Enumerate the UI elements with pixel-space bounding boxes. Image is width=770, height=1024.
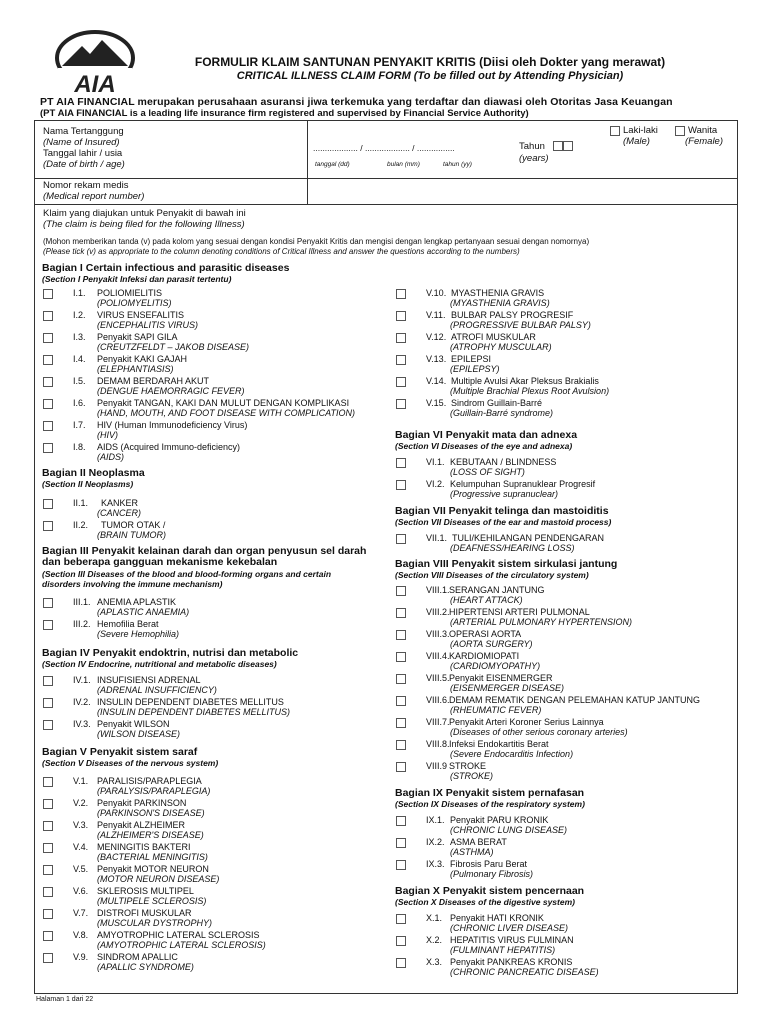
section-heading: Bagian IX Penyakit sistem pernafasan bbox=[395, 787, 585, 799]
item-name-en: (Guillain-Barré syndrome) bbox=[450, 408, 554, 418]
age-box-2[interactable] bbox=[563, 141, 573, 151]
item-name: TULI/KEHILANGAN PENDENGARAN bbox=[452, 533, 605, 543]
section-subheading: (Section VIII Diseases of the circulatory system) bbox=[395, 570, 589, 580]
section-heading: Bagian IV Penyakit endoktrin, nutrisi dan metabolic bbox=[42, 647, 299, 659]
mm-label: bulan (mm) bbox=[387, 161, 420, 168]
male-label: Laki-laki bbox=[623, 125, 658, 136]
item-name: DISTROFI MUSKULAR bbox=[97, 908, 192, 918]
item-name: STROKE bbox=[449, 761, 487, 771]
item-name: Penyakit PARKINSON bbox=[97, 798, 187, 808]
section-heading: Bagian VII Penyakit telinga dan mastoiditis bbox=[395, 505, 609, 517]
divider bbox=[307, 178, 308, 204]
item-name-en: (MOTOR NEURON DISEASE) bbox=[97, 874, 220, 884]
item-checkbox[interactable] bbox=[43, 598, 53, 608]
item-code: V.5. bbox=[73, 864, 89, 874]
section-subheading: (Section II Neoplasms) bbox=[42, 479, 134, 489]
item-name-en: (INSULIN DEPENDENT DIABETES MELLITUS) bbox=[97, 707, 291, 717]
item-code: VIII.3. bbox=[426, 629, 450, 639]
item-name: AMYOTROPHIC LATERAL SCLEROSIS bbox=[97, 930, 260, 940]
item-code: V.15. bbox=[426, 398, 447, 408]
item-name-en: (MYASTHENIA GRAVIS) bbox=[450, 298, 550, 308]
item-code: VI.1. bbox=[426, 457, 445, 467]
item-name-en: (PARKINSON'S DISEASE) bbox=[97, 808, 205, 818]
item-name: ASMA BERAT bbox=[450, 837, 507, 847]
item-name-en: (Pulmonary Fibrosis) bbox=[450, 869, 534, 879]
item-checkbox[interactable] bbox=[43, 865, 53, 875]
section-heading: Bagian V Penyakit sistem saraf bbox=[42, 746, 198, 758]
item-code: I.3. bbox=[73, 332, 86, 342]
item-name: TUMOR OTAK / bbox=[101, 520, 166, 530]
item-name: HIV (Human Immunodeficiency Virus) bbox=[97, 420, 248, 430]
item-name-en: (ADRENAL INSUFFICIENCY) bbox=[97, 685, 217, 695]
item-code: X.2. bbox=[426, 935, 443, 945]
item-name-en: (HAND, MOUTH, AND FOOT DISEASE WITH COMPLICATION) bbox=[97, 408, 356, 418]
section-subheading: (Section V Diseases of the nervous system) bbox=[42, 758, 219, 768]
item-name-en: (AORTA SURGERY) bbox=[450, 639, 533, 649]
item-name-en: (ALZHEIMER'S DISEASE) bbox=[97, 830, 204, 840]
item-checkbox[interactable] bbox=[396, 333, 406, 343]
item-checkbox[interactable] bbox=[43, 799, 53, 809]
age-label: Tahun bbox=[519, 141, 545, 152]
item-code: V.9. bbox=[73, 952, 89, 962]
item-code: VIII.8. bbox=[426, 739, 450, 749]
item-name: EPILEPSI bbox=[451, 354, 492, 364]
item-name-en: (PARALYSIS/PARAPLEGIA) bbox=[97, 786, 211, 796]
item-code: V.6. bbox=[73, 886, 89, 896]
item-checkbox[interactable] bbox=[43, 499, 53, 509]
item-name-en: (CREUTZFELDT – JAKOB DISEASE) bbox=[97, 342, 250, 352]
item-checkbox[interactable] bbox=[396, 914, 406, 924]
item-name-en: (ENCEPHALITIS VIRUS) bbox=[97, 320, 199, 330]
form-title: FORMULIR KLAIM SANTUNAN PENYAKIT KRITIS (Diisi oleh Dokter yang merawat) bbox=[194, 55, 666, 69]
item-checkbox[interactable] bbox=[43, 311, 53, 321]
item-checkbox[interactable] bbox=[43, 953, 53, 963]
item-code: VIII.1. bbox=[426, 585, 450, 595]
company-statement: PT AIA FINANCIAL merupakan perusahaan asuransi jiwa terkemuka yang terdaftar dan diawasi oleh Otoritas Jasa Keuangan bbox=[40, 96, 673, 108]
item-code: VIII.6. bbox=[426, 695, 450, 705]
age-box-1[interactable] bbox=[553, 141, 563, 151]
item-name: SERANGAN JANTUNG bbox=[449, 585, 545, 595]
item-code: I.1. bbox=[73, 288, 86, 298]
item-name-en: (HEART ATTACK) bbox=[450, 595, 523, 605]
item-name: Hemofilia Berat bbox=[97, 619, 159, 629]
item-name: PARALISIS/PARAPLEGIA bbox=[97, 776, 202, 786]
item-checkbox[interactable] bbox=[396, 480, 406, 490]
item-code: II.1. bbox=[73, 498, 89, 508]
item-name: ATROFI MUSKULAR bbox=[451, 332, 536, 342]
item-name: Multiple Avulsi Akar Pleksus Brakialis bbox=[451, 376, 599, 386]
item-name-en: (BACTERIAL MENINGITIS) bbox=[97, 852, 208, 862]
section-subheading: (Section IV Endocrine, nutritional and metabolic diseases) bbox=[42, 659, 277, 669]
item-name: Penyakit EISENMERGER bbox=[449, 673, 553, 683]
item-name: KARDIOMIOPATI bbox=[449, 651, 520, 661]
divider bbox=[35, 178, 737, 179]
item-name-en: (POLIOMYELITIS) bbox=[97, 298, 172, 308]
item-checkbox[interactable] bbox=[396, 630, 406, 640]
item-name: Penyakit PARU KRONIK bbox=[450, 815, 549, 825]
dob-field[interactable]: ................... / ................... / ................ bbox=[313, 143, 455, 153]
item-name: MENINGITIS BAKTERI bbox=[97, 842, 191, 852]
item-name: Penyakit HATI KRONIK bbox=[450, 913, 544, 923]
item-code: IX.2. bbox=[426, 837, 445, 847]
name-label: Nama Tertanggung bbox=[43, 126, 124, 137]
logo-text: AIA bbox=[74, 71, 116, 98]
item-name-en: (CARDIOMYOPATHY) bbox=[450, 661, 541, 671]
instruction-en: (Please tick (v) as appropriate to the column denoting conditions of Critical Illness and answer the questions according to the numbers) bbox=[43, 247, 520, 256]
item-checkbox[interactable] bbox=[396, 311, 406, 321]
item-code: V.12. bbox=[426, 332, 447, 342]
item-checkbox[interactable] bbox=[396, 740, 406, 750]
item-name-en: (DEAFNESS/HEARING LOSS) bbox=[450, 543, 575, 553]
item-checkbox[interactable] bbox=[396, 586, 406, 596]
item-checkbox[interactable] bbox=[396, 399, 406, 409]
item-code: V.11. bbox=[426, 310, 446, 320]
section-subheading: (Section III Diseases of the blood and blood-forming organs and certain bbox=[42, 569, 332, 579]
section-heading: Bagian II Neoplasma bbox=[42, 467, 145, 479]
item-checkbox[interactable] bbox=[43, 355, 53, 365]
item-code: VIII.5. bbox=[426, 673, 450, 683]
item-name-en: (CHRONIC LIVER DISEASE) bbox=[450, 923, 569, 933]
item-name: SKLEROSIS MULTIPEL bbox=[97, 886, 194, 896]
item-name-en: (Severe Hemophilia) bbox=[97, 629, 180, 639]
item-name: SINDROM APALLIC bbox=[97, 952, 178, 962]
item-name: ANEMIA APLASTIK bbox=[97, 597, 177, 607]
item-checkbox[interactable] bbox=[396, 458, 406, 468]
item-name-en: (LOSS OF SIGHT) bbox=[450, 467, 525, 477]
item-name: Penyakit KAKI GAJAH bbox=[97, 354, 188, 364]
item-checkbox[interactable] bbox=[43, 676, 53, 686]
item-checkbox[interactable] bbox=[43, 421, 53, 431]
item-checkbox[interactable] bbox=[43, 521, 53, 531]
item-name-en: (Multiple Brachial Plexus Root Avulsion) bbox=[450, 386, 610, 396]
item-name-en: (RHEUMATIC FEVER) bbox=[450, 705, 542, 715]
item-name-en: (MUSCULAR DYSTROPHY) bbox=[97, 918, 213, 928]
item-name-en: (Severe Endocarditis Infection) bbox=[450, 749, 574, 759]
item-code: V.8. bbox=[73, 930, 89, 940]
item-name: BULBAR PALSY PROGRESIF bbox=[451, 310, 574, 320]
item-name: INSUFISIENSI ADRENAL bbox=[97, 675, 201, 685]
item-code: IV.3. bbox=[73, 719, 91, 729]
section-heading-2: dan beberapa gangguan mekanisme kekebalan bbox=[42, 556, 278, 568]
item-name: Penyakit Arteri Koroner Serius Lainnya bbox=[449, 717, 604, 727]
age-label-en: (years) bbox=[519, 153, 549, 164]
instruction: (Mohon memberikan tanda (v) pada kolom yang sesuai dengan kondisi Penyakit Kritis dan mengisi dengan lengkap pertanyaan sesuai dengan nomornya) bbox=[43, 237, 590, 246]
item-name-en: (CANCER) bbox=[97, 508, 141, 518]
item-checkbox[interactable] bbox=[43, 909, 53, 919]
section-heading: Bagian VI Penyakit mata dan adnexa bbox=[395, 429, 578, 441]
yy-label: tahun (yy) bbox=[443, 161, 472, 168]
item-code: III.2. bbox=[73, 619, 91, 629]
item-checkbox[interactable] bbox=[396, 936, 406, 946]
item-code: I.5. bbox=[73, 376, 86, 386]
item-name: Penyakit PANKREAS KRONIS bbox=[450, 957, 573, 967]
item-name: KANKER bbox=[101, 498, 139, 508]
form-title-en: CRITICAL ILLNESS CLAIM FORM (To be filled out by Attending Physician) bbox=[236, 70, 624, 82]
item-name-en: (PROGRESSIVE BULBAR PALSY) bbox=[450, 320, 591, 330]
item-name-en: (AIDS) bbox=[97, 452, 124, 462]
item-code: I.2. bbox=[73, 310, 86, 320]
mrn-label: Nomor rekam medis bbox=[43, 180, 129, 191]
item-name-en: (Progressive supranuclear) bbox=[450, 489, 559, 499]
dob-label: Tanggal lahir / usia bbox=[43, 148, 123, 159]
company-statement-en: (PT AIA FINANCIAL is a leading life insurance firm registered and supervised by Financial Service Authority) bbox=[40, 108, 529, 119]
item-name: Penyakit SAPI GILA bbox=[97, 332, 178, 342]
section-heading: Bagian X Penyakit sistem pencernaan bbox=[395, 885, 585, 897]
item-code: IX.3. bbox=[426, 859, 445, 869]
item-name-en: (ATROPHY MUSCULAR) bbox=[450, 342, 552, 352]
item-checkbox[interactable] bbox=[43, 620, 53, 630]
item-name-en: (HIV) bbox=[97, 430, 118, 440]
page-number: Halaman 1 dari 22 bbox=[36, 996, 94, 1003]
item-checkbox[interactable] bbox=[43, 777, 53, 787]
item-code: V.1. bbox=[73, 776, 89, 786]
item-name-en: (STROKE) bbox=[450, 771, 494, 781]
item-code: X.3. bbox=[426, 957, 443, 967]
section-subheading: (Section VII Diseases of the ear and mastoid process) bbox=[395, 517, 612, 527]
item-code: X.1. bbox=[426, 913, 443, 923]
item-name-en: (CHRONIC LUNG DISEASE) bbox=[450, 825, 568, 835]
item-checkbox[interactable] bbox=[43, 698, 53, 708]
item-name-en: (Diseases of other serious coronary arteries) bbox=[450, 727, 628, 737]
item-checkbox[interactable] bbox=[43, 931, 53, 941]
dd-label: tanggal (dd) bbox=[315, 161, 350, 168]
item-code: VII.1. bbox=[426, 533, 448, 543]
item-name: Fibrosis Paru Berat bbox=[450, 859, 528, 869]
item-code: VIII.7. bbox=[426, 717, 450, 727]
item-code: II.2. bbox=[73, 520, 89, 530]
section-subheading-2: disorders involving the immune mechanism) bbox=[42, 579, 223, 589]
item-checkbox[interactable] bbox=[396, 608, 406, 618]
item-name-en: (ARTERIAL PULMONARY HYPERTENSION) bbox=[450, 617, 633, 627]
item-name-en: (MULTIPELE SCLEROSIS) bbox=[97, 896, 207, 906]
item-name-en: (BRAIN TUMOR) bbox=[97, 530, 166, 540]
item-name-en: (ASTHMA) bbox=[450, 847, 494, 857]
item-name: DEMAM BERDARAH AKUT bbox=[97, 376, 210, 386]
female-label-en: (Female) bbox=[685, 136, 724, 147]
item-checkbox[interactable] bbox=[396, 718, 406, 728]
item-code: V.13. bbox=[426, 354, 447, 364]
item-name: DEMAM REMATIK DENGAN PELEMAHAN KATUP JANTUNG bbox=[449, 695, 701, 705]
dob-label-en: (Date of birth / age) bbox=[43, 159, 125, 170]
item-name-en: (DENGUE HAEMORRAGIC FEVER) bbox=[97, 386, 245, 396]
item-code: VIII.4. bbox=[426, 651, 450, 661]
item-name-en: (EISENMERGER DISEASE) bbox=[450, 683, 565, 693]
item-name: INSULIN DEPENDENT DIABETES MELLITUS bbox=[97, 697, 284, 707]
item-checkbox[interactable] bbox=[43, 821, 53, 831]
item-name: Infeksi Endokartitis Berat bbox=[449, 739, 549, 749]
item-code: IX.1. bbox=[426, 815, 445, 825]
male-checkbox[interactable] bbox=[610, 126, 620, 136]
item-checkbox[interactable] bbox=[396, 958, 406, 968]
section-heading: Bagian VIII Penyakit sistem sirkulasi jantung bbox=[395, 558, 618, 570]
item-code: III.1. bbox=[73, 597, 91, 607]
item-checkbox[interactable] bbox=[43, 399, 53, 409]
item-code: IV.2. bbox=[73, 697, 91, 707]
item-checkbox[interactable] bbox=[396, 355, 406, 365]
male-label-en: (Male) bbox=[623, 136, 650, 147]
item-code: V.14. bbox=[426, 376, 447, 386]
item-name: Penyakit TANGAN, KAKI DAN MULUT DENGAN KOMPLIKASI bbox=[97, 398, 350, 408]
item-name-en: (WILSON DISEASE) bbox=[97, 729, 181, 739]
item-checkbox[interactable] bbox=[396, 696, 406, 706]
item-checkbox[interactable] bbox=[43, 843, 53, 853]
claim-for-en: (The claim is being filed for the following Illness) bbox=[43, 219, 245, 230]
item-code: V.3. bbox=[73, 820, 89, 830]
section-subheading: (Section IX Diseases of the respiratory system) bbox=[395, 799, 585, 809]
item-name: AIDS (Acquired Immuno-deficiency) bbox=[97, 442, 241, 452]
item-name-en: (APALLIC SYNDROME) bbox=[97, 962, 194, 972]
item-code: VIII.9 bbox=[426, 761, 448, 771]
item-checkbox[interactable] bbox=[396, 534, 406, 544]
item-name-en: (FULMINANT HEPATITIS) bbox=[450, 945, 556, 955]
section-subheading: (Section X Diseases of the digestive system) bbox=[395, 897, 575, 907]
item-name: Kelumpuhan Supranuklear Progresif bbox=[450, 479, 596, 489]
item-checkbox[interactable] bbox=[396, 674, 406, 684]
item-name: HIPERTENSI ARTERI PULMONAL bbox=[449, 607, 590, 617]
item-checkbox[interactable] bbox=[43, 289, 53, 299]
name-label-en: (Name of Insured) bbox=[43, 137, 120, 148]
item-checkbox[interactable] bbox=[43, 887, 53, 897]
item-name: KEBUTAAN / BLINDNESS bbox=[450, 457, 557, 467]
item-name-en: (EPILEPSY) bbox=[450, 364, 500, 374]
female-label: Wanita bbox=[688, 125, 718, 136]
item-code: I.8. bbox=[73, 442, 86, 452]
item-code: VI.2. bbox=[426, 479, 445, 489]
item-checkbox[interactable] bbox=[396, 652, 406, 662]
item-name: Penyakit WILSON bbox=[97, 719, 170, 729]
aia-logo bbox=[52, 28, 138, 98]
item-name: VIRUS ENSEFALITIS bbox=[97, 310, 185, 320]
item-name-en: (ELEPHANTIASIS) bbox=[97, 364, 174, 374]
item-name: Sindrom Guillain-Barré bbox=[451, 398, 543, 408]
divider bbox=[35, 204, 737, 205]
item-checkbox[interactable] bbox=[43, 377, 53, 387]
mrn-field[interactable] bbox=[310, 181, 730, 201]
item-checkbox[interactable] bbox=[396, 838, 406, 848]
item-code: V.4. bbox=[73, 842, 89, 852]
item-name-en: (AMYOTROPHIC LATERAL SCLEROSIS) bbox=[97, 940, 266, 950]
item-code: V.10. bbox=[426, 288, 447, 298]
item-name: OPERASI AORTA bbox=[449, 629, 522, 639]
item-name-en: (CHRONIC PANCREATIC DISEASE) bbox=[450, 967, 599, 977]
item-checkbox[interactable] bbox=[396, 377, 406, 387]
item-name: Penyakit MOTOR NEURON bbox=[97, 864, 209, 874]
item-checkbox[interactable] bbox=[396, 762, 406, 772]
item-name: Penyakit ALZHEIMER bbox=[97, 820, 186, 830]
section-heading: Bagian III Penyakit kelainan darah dan organ penyusun sel darah bbox=[42, 545, 367, 557]
item-checkbox[interactable] bbox=[43, 443, 53, 453]
item-name: MYASTHENIA GRAVIS bbox=[451, 288, 545, 298]
item-code: I.7. bbox=[73, 420, 86, 430]
item-name: POLIOMIELITIS bbox=[97, 288, 163, 298]
item-code: I.4. bbox=[73, 354, 86, 364]
item-code: V.7. bbox=[73, 908, 89, 918]
claim-for: Klaim yang diajukan untuk Penyakit di bawah ini bbox=[43, 208, 246, 219]
item-name-en: (APLASTIC ANAEMIA) bbox=[97, 607, 190, 617]
item-checkbox[interactable] bbox=[396, 860, 406, 870]
item-code: V.2. bbox=[73, 798, 89, 808]
item-checkbox[interactable] bbox=[43, 720, 53, 730]
item-checkbox[interactable] bbox=[43, 333, 53, 343]
item-checkbox[interactable] bbox=[396, 816, 406, 826]
item-checkbox[interactable] bbox=[396, 289, 406, 299]
mrn-label-en: (Medical report number) bbox=[43, 191, 145, 202]
item-code: I.6. bbox=[73, 398, 86, 408]
section-subheading: (Section I Penyakit Infeksi dan parasit tertentu) bbox=[42, 274, 232, 284]
item-code: IV.1. bbox=[73, 675, 91, 685]
item-code: VIII.2. bbox=[426, 607, 450, 617]
item-name: HEPATITIS VIRUS FULMINAN bbox=[450, 935, 574, 945]
section-heading: Bagian I Certain infectious and parasitic diseases bbox=[42, 262, 290, 274]
female-checkbox[interactable] bbox=[675, 126, 685, 136]
section-subheading: (Section VI Diseases of the eye and adnexa) bbox=[395, 441, 573, 451]
